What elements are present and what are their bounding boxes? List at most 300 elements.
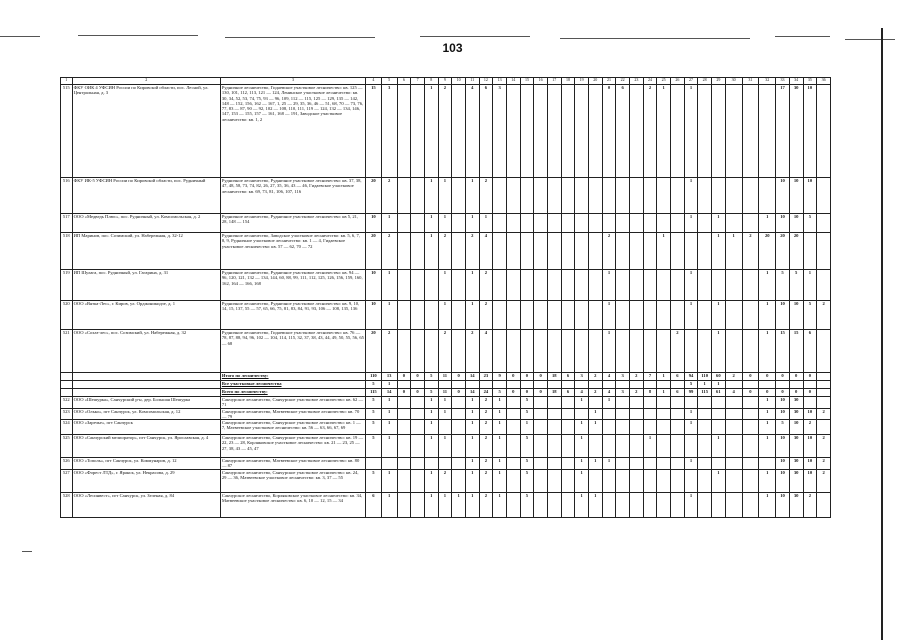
scan-line — [775, 36, 830, 37]
header-cell: 5 — [381, 78, 397, 85]
location-cell: Санчурское лесничество, Санчурское участковое лесничество: кв. 62 — 71 — [220, 397, 365, 409]
value-cell — [671, 435, 685, 458]
summary-value: 1 — [712, 381, 726, 389]
value-cell: 5 — [803, 301, 817, 330]
value-cell: 5 — [776, 270, 790, 301]
summary-value — [438, 381, 452, 389]
value-cell: 1 — [424, 233, 438, 270]
value-cell: 30 — [789, 458, 803, 470]
value-cell: 2 — [381, 233, 397, 270]
value-cell — [493, 214, 507, 233]
value-cell — [684, 397, 698, 409]
value-cell — [588, 397, 602, 409]
value-cell: 1 — [684, 458, 698, 470]
summary-value: 6 — [671, 389, 685, 397]
table-row — [61, 330, 831, 373]
value-cell — [547, 270, 561, 301]
value-cell: 1 — [381, 435, 397, 458]
header-cell: 7 — [411, 78, 425, 85]
value-cell: 1 — [712, 214, 726, 233]
summary-value — [817, 389, 831, 397]
value-cell: 30 — [789, 435, 803, 458]
scan-line — [420, 36, 530, 37]
summary-row — [61, 389, 831, 397]
value-cell — [602, 470, 616, 493]
organization-cell: ООО «Медведь Плюс», пос. Рудничный, ул. Комсомольская, д. 2 — [72, 214, 220, 233]
value-cell — [411, 330, 425, 373]
summary-row — [61, 373, 831, 381]
value-cell — [561, 301, 575, 330]
value-cell — [506, 270, 520, 301]
value-cell — [712, 85, 726, 178]
summary-value: 14 — [465, 373, 479, 381]
value-cell: 1 — [759, 301, 776, 330]
summary-value — [725, 381, 742, 389]
value-cell — [506, 214, 520, 233]
row-number: 526 — [61, 458, 73, 470]
value-cell: 1 — [759, 330, 776, 373]
location-cell: Санчурское лесничество, Санчурское участковое лесничество: кв. 19 — 22, 23 — 28, Корляковское участковое лесничество: кв. 21 — 23, 25 — 27, 38, 43 — 45, 47 — [220, 435, 365, 458]
value-cell — [657, 408, 671, 420]
value-cell: 4 — [465, 85, 479, 178]
value-cell — [424, 270, 438, 301]
row-number: 523 — [61, 408, 73, 420]
summary-value: 14 — [381, 389, 397, 397]
location-cell: Санчурское лесничество, Санчурское участковое лесничество: кв. 24, 29 — 36, Матвеевское участковое лесничество: кв. 3, 37 — 55 — [220, 470, 365, 493]
summary-value: 0 — [534, 389, 548, 397]
organization-cell: ООО «Тополь», пгт Санчурск, ул. Коммунаров, д. 12 — [72, 458, 220, 470]
value-cell: 2 — [817, 301, 831, 330]
header-cell: 12 — [479, 78, 493, 85]
summary-value — [547, 381, 561, 389]
summary-value — [817, 381, 831, 389]
summary-value: 110 — [366, 373, 382, 381]
value-cell: 1 — [465, 408, 479, 420]
value-cell — [506, 330, 520, 373]
header-cell: 34 — [789, 78, 803, 85]
row-number: 515 — [61, 85, 73, 178]
value-cell: 1 — [575, 470, 589, 493]
summary-value — [602, 381, 616, 389]
value-cell: 1 — [712, 330, 726, 373]
header-cell: 13 — [493, 78, 507, 85]
header-cell: 1 — [61, 78, 73, 85]
summary-value: 5 — [493, 389, 507, 397]
value-cell: 2 — [438, 233, 452, 270]
summary-value: 0 — [789, 389, 803, 397]
value-cell: 1 — [424, 408, 438, 420]
value-cell: 30 — [789, 397, 803, 409]
summary-value: 6 — [561, 373, 575, 381]
value-cell: 1 — [493, 458, 507, 470]
value-cell: 1 — [575, 458, 589, 470]
value-cell — [742, 420, 759, 435]
row-number: 525 — [61, 435, 73, 458]
value-cell: 6 — [616, 85, 630, 178]
summary-value: 0 — [520, 373, 534, 381]
value-cell — [493, 178, 507, 214]
value-cell — [602, 178, 616, 214]
value-cell — [561, 178, 575, 214]
table-row — [61, 178, 831, 214]
header-cell: 17 — [547, 78, 561, 85]
value-cell: 10 — [803, 458, 817, 470]
value-cell — [629, 233, 643, 270]
value-cell — [561, 458, 575, 470]
value-cell: 1 — [602, 270, 616, 301]
summary-value: 9 — [493, 373, 507, 381]
value-cell: 5 — [366, 420, 382, 435]
value-cell: 10 — [789, 178, 803, 214]
value-cell — [452, 470, 466, 493]
value-cell — [397, 270, 411, 301]
value-cell — [616, 458, 630, 470]
value-cell — [411, 85, 425, 178]
value-cell: 2 — [817, 458, 831, 470]
value-cell — [616, 214, 630, 233]
summary-value: 61 — [712, 389, 726, 397]
value-cell: 2 — [465, 330, 479, 373]
header-row — [61, 78, 831, 85]
value-cell — [575, 408, 589, 420]
value-cell: 1 — [493, 420, 507, 435]
value-cell — [742, 470, 759, 493]
table-row — [61, 85, 831, 178]
value-cell: 1 — [684, 270, 698, 301]
summary-value: 14 — [465, 389, 479, 397]
value-cell — [725, 397, 742, 409]
value-cell: 1 — [493, 435, 507, 458]
value-cell: 2 — [643, 85, 657, 178]
value-cell — [534, 233, 548, 270]
summary-value: 0 — [397, 373, 411, 381]
value-cell — [803, 397, 817, 409]
value-cell: 5 — [789, 270, 803, 301]
value-cell — [547, 301, 561, 330]
value-cell — [643, 458, 657, 470]
value-cell — [616, 330, 630, 373]
value-cell — [547, 470, 561, 493]
value-cell — [671, 270, 685, 301]
value-cell — [411, 397, 425, 409]
value-cell: 1 — [424, 214, 438, 233]
value-cell: 10 — [776, 178, 790, 214]
value-cell: 10 — [776, 458, 790, 470]
value-cell: 2 — [817, 470, 831, 493]
value-cell — [616, 408, 630, 420]
value-cell — [602, 493, 616, 518]
value-cell: 5 — [366, 397, 382, 409]
value-cell — [493, 330, 507, 373]
value-cell — [725, 301, 742, 330]
value-cell: 3 — [381, 85, 397, 178]
table-row — [61, 435, 831, 458]
value-cell — [629, 470, 643, 493]
scan-line — [0, 36, 40, 37]
value-cell — [671, 470, 685, 493]
location-cell: Рудничное лесничество, Заводское участковое лесничество: кв. 5, 6, 7, 8, 9, Рудничное участковое лесничество: кв. 1 — 4, Гидаевское участковое лесничество: кв. 57 — 62, 70 — 72 — [220, 233, 365, 270]
summary-value: 4 — [602, 373, 616, 381]
value-cell — [616, 493, 630, 518]
value-cell — [575, 233, 589, 270]
value-cell — [629, 85, 643, 178]
header-cell: 4 — [366, 78, 382, 85]
summary-label: Всего по лесничеству: — [220, 389, 365, 397]
value-cell: 1 — [493, 408, 507, 420]
value-cell: 1 — [424, 493, 438, 518]
organization-cell: ООО «Сохаз-лес», пос. Созимский, ул. Набережная, д. 32 — [72, 330, 220, 373]
value-cell: 1 — [759, 435, 776, 458]
value-cell — [712, 408, 726, 420]
value-cell: 15 — [776, 330, 790, 373]
value-cell: 1 — [381, 270, 397, 301]
location-cell: Санчурское лесничество, Матвеевское участковое лесничество: кв. 80 — 87 — [220, 458, 365, 470]
value-cell — [629, 270, 643, 301]
value-cell — [657, 470, 671, 493]
summary-value — [643, 381, 657, 389]
summary-value — [629, 381, 643, 389]
page-number: 103 — [442, 41, 463, 55]
value-cell — [684, 470, 698, 493]
value-cell — [684, 435, 698, 458]
value-cell — [643, 408, 657, 420]
value-cell: 30 — [789, 493, 803, 518]
value-cell — [452, 435, 466, 458]
value-cell: 2 — [817, 408, 831, 420]
value-cell: 20 — [776, 233, 790, 270]
value-cell — [397, 85, 411, 178]
value-cell: 2 — [479, 435, 493, 458]
value-cell — [575, 85, 589, 178]
summary-value — [397, 381, 411, 389]
summary-value: 2 — [629, 389, 643, 397]
value-cell: 1 — [424, 435, 438, 458]
value-cell — [506, 85, 520, 178]
value-cell — [817, 270, 831, 301]
location-cell: Санчурское лесничество, Корляковское участковое лесничество: кв. 34, Матвеевское участковое лесничество: кв. 6, 10 — 12, 15 — 34 — [220, 493, 365, 518]
value-cell — [547, 408, 561, 420]
value-cell — [547, 397, 561, 409]
value-cell — [534, 458, 548, 470]
value-cell — [725, 214, 742, 233]
row-number: 518 — [61, 233, 73, 270]
summary-value — [411, 381, 425, 389]
organization-cell: ООО «Заречье», пгт Санчурск — [72, 420, 220, 435]
value-cell — [424, 301, 438, 330]
value-cell — [561, 435, 575, 458]
header-cell: 16 — [534, 78, 548, 85]
value-cell — [411, 178, 425, 214]
value-cell — [366, 458, 382, 470]
summary-value — [759, 381, 776, 389]
value-cell: 10 — [789, 301, 803, 330]
value-cell: 10 — [776, 435, 790, 458]
summary-value: 1 — [698, 381, 712, 389]
value-cell: 1 — [465, 178, 479, 214]
value-cell — [616, 270, 630, 301]
value-cell — [698, 458, 712, 470]
value-cell — [712, 493, 726, 518]
value-cell — [657, 458, 671, 470]
value-cell — [643, 214, 657, 233]
value-cell — [547, 458, 561, 470]
value-cell: 5 — [366, 435, 382, 458]
scan-line — [225, 37, 375, 38]
value-cell — [588, 85, 602, 178]
value-cell — [671, 85, 685, 178]
summary-value: 5 — [684, 381, 698, 389]
value-cell — [547, 420, 561, 435]
value-cell — [411, 214, 425, 233]
value-cell — [759, 85, 776, 178]
value-cell — [411, 408, 425, 420]
summary-value: 1 — [657, 373, 671, 381]
table-row — [61, 233, 831, 270]
value-cell: 5 — [520, 458, 534, 470]
value-cell — [643, 233, 657, 270]
value-cell — [698, 85, 712, 178]
value-cell — [616, 470, 630, 493]
value-cell — [397, 178, 411, 214]
summary-value: 115 — [698, 389, 712, 397]
value-cell: 1 — [684, 420, 698, 435]
summary-value: 4 — [602, 389, 616, 397]
value-cell: 2 — [381, 178, 397, 214]
value-cell: 1 — [759, 470, 776, 493]
value-cell: 2 — [381, 330, 397, 373]
value-cell — [759, 178, 776, 214]
summary-value: 18 — [547, 373, 561, 381]
value-cell: 1 — [575, 397, 589, 409]
row-number: 527 — [61, 470, 73, 493]
value-cell: 1 — [465, 420, 479, 435]
summary-value: 0 — [789, 373, 803, 381]
value-cell: 2 — [479, 470, 493, 493]
value-cell: 10 — [776, 493, 790, 518]
value-cell: 4 — [479, 233, 493, 270]
value-cell — [602, 420, 616, 435]
value-cell — [534, 435, 548, 458]
value-cell — [671, 233, 685, 270]
summary-value: 0 — [776, 373, 790, 381]
value-cell: 5 — [803, 214, 817, 233]
value-cell: 1 — [602, 397, 616, 409]
summary-value: 0 — [803, 389, 817, 397]
value-cell — [698, 270, 712, 301]
value-cell — [452, 301, 466, 330]
value-cell: 1 — [465, 458, 479, 470]
value-cell: 20 — [789, 233, 803, 270]
organization-cell: ИП Шулага, пос. Рудничный, ул. Гагарина, д. 31 — [72, 270, 220, 301]
summary-value — [588, 381, 602, 389]
value-cell — [629, 330, 643, 373]
value-cell: 1 — [438, 397, 452, 409]
value-cell — [742, 85, 759, 178]
summary-value — [789, 381, 803, 389]
value-cell — [575, 178, 589, 214]
value-cell — [725, 330, 742, 373]
value-cell — [671, 420, 685, 435]
value-cell — [684, 233, 698, 270]
summary-value — [506, 381, 520, 389]
summary-value: 110 — [698, 373, 712, 381]
summary-spacer — [72, 373, 220, 381]
value-cell: 1 — [803, 270, 817, 301]
value-cell — [657, 435, 671, 458]
value-cell — [742, 330, 759, 373]
value-cell — [397, 301, 411, 330]
value-cell — [397, 435, 411, 458]
value-cell — [698, 493, 712, 518]
value-cell — [629, 420, 643, 435]
location-cell: Санчурское лесничество, Матвеевское участковое лесничество: кв. 70 — 79 — [220, 408, 365, 420]
value-cell — [534, 470, 548, 493]
value-cell — [561, 420, 575, 435]
value-cell — [742, 178, 759, 214]
value-cell — [629, 301, 643, 330]
value-cell — [725, 270, 742, 301]
summary-value — [534, 381, 548, 389]
value-cell: 10 — [789, 214, 803, 233]
table-row — [61, 408, 831, 420]
value-cell — [742, 458, 759, 470]
value-cell — [520, 330, 534, 373]
value-cell — [452, 178, 466, 214]
value-cell — [493, 233, 507, 270]
table-row — [61, 420, 831, 435]
summary-value: 0 — [742, 373, 759, 381]
value-cell — [411, 270, 425, 301]
summary-value: 11 — [438, 389, 452, 397]
value-cell — [411, 435, 425, 458]
organization-cell: ООО «Шешурка», Санчурский р-н, дер. Большая Шешурка — [72, 397, 220, 409]
value-cell: 6 — [479, 85, 493, 178]
value-cell — [397, 330, 411, 373]
value-cell: 1 — [465, 470, 479, 493]
value-cell: 2 — [803, 493, 817, 518]
value-cell: 1 — [520, 420, 534, 435]
value-cell — [520, 270, 534, 301]
table-row — [61, 270, 831, 301]
summary-value — [742, 381, 759, 389]
value-cell: 5 — [520, 435, 534, 458]
value-cell — [506, 408, 520, 420]
table-row — [61, 214, 831, 233]
value-cell: 1 — [588, 408, 602, 420]
value-cell — [534, 301, 548, 330]
value-cell: 1 — [381, 420, 397, 435]
value-cell — [534, 85, 548, 178]
summary-value — [452, 381, 466, 389]
value-cell: 1 — [759, 408, 776, 420]
value-cell: 5 — [366, 470, 382, 493]
header-cell: 11 — [465, 78, 479, 85]
value-cell — [397, 214, 411, 233]
value-cell: 2 — [438, 85, 452, 178]
header-cell: 14 — [506, 78, 520, 85]
header-cell: 22 — [616, 78, 630, 85]
value-cell — [657, 330, 671, 373]
summary-value: 0 — [520, 389, 534, 397]
header-cell: 26 — [671, 78, 685, 85]
value-cell — [547, 435, 561, 458]
value-cell: 1 — [438, 435, 452, 458]
header-cell: 9 — [438, 78, 452, 85]
value-cell — [561, 330, 575, 373]
summary-value: 11 — [438, 373, 452, 381]
value-cell: 1 — [684, 301, 698, 330]
value-cell: 10 — [776, 408, 790, 420]
